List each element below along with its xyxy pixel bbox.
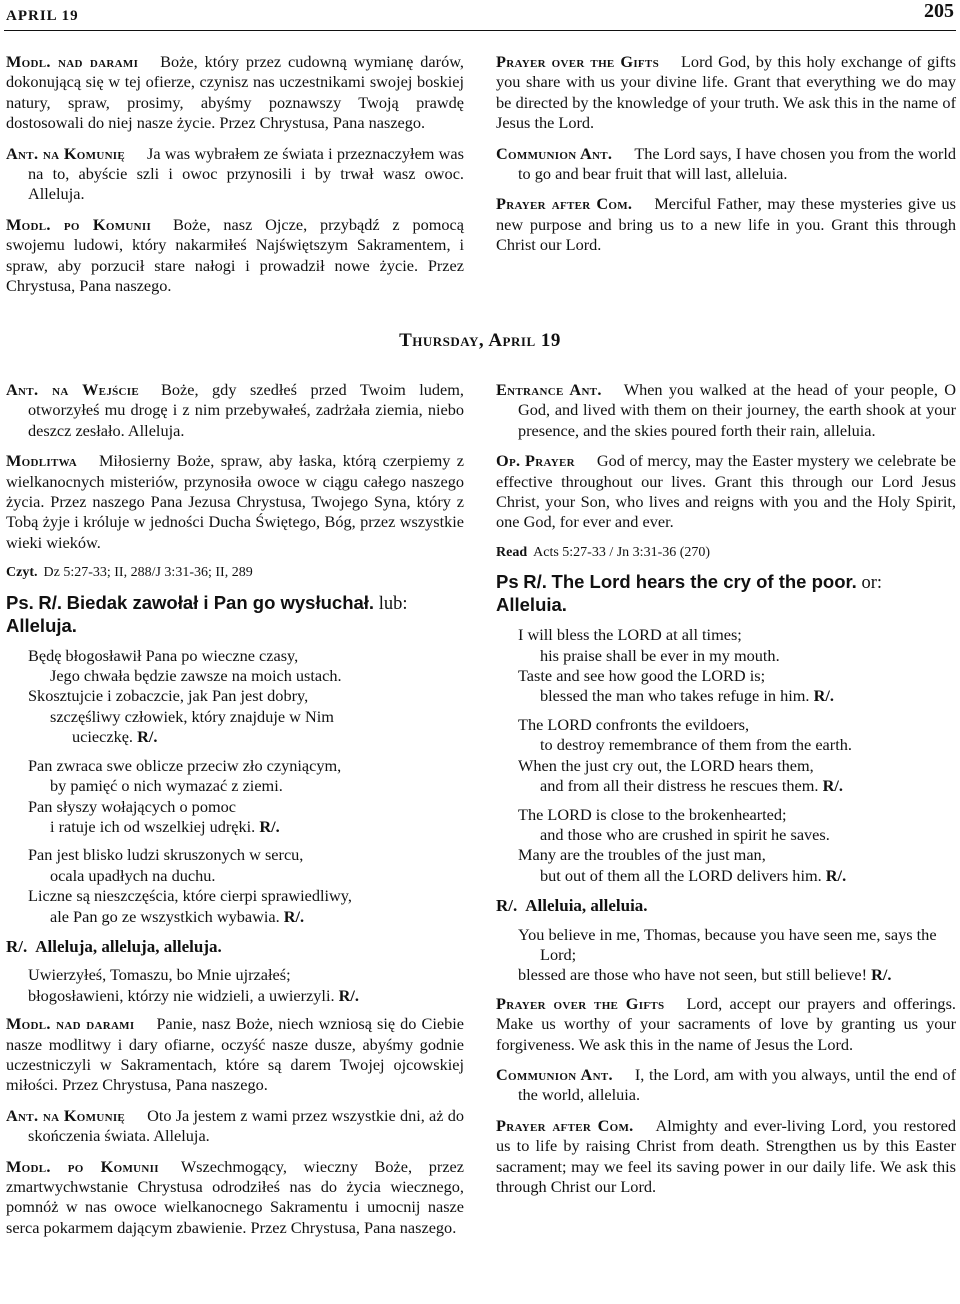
psalm-line (28, 727, 464, 747)
section-label: Modl. po Komunii (6, 214, 152, 234)
acclamation-text: Alleluia, alleluia. (525, 896, 648, 916)
section-label: Prayer over the Gifts (496, 52, 659, 71)
communion-antiphon-en (496, 144, 956, 185)
section-label: Ant. na Wejście (6, 380, 140, 399)
section-label: Modlitwa (6, 451, 77, 471)
psalm-line: Pan jest blisko ludzi skruszonych w sercu, (28, 845, 304, 865)
section-label: Modl. nad darami (6, 1014, 135, 1034)
section-text: Almighty and ever-living Lord, you restored us to life by raising Christ from death. Strengthen us by this Easter sacrament; may we feel its saving power in our daily life. We ask this through Christ our Lord. (496, 1115, 956, 1196)
prayer-after-communion-en-main (496, 1116, 956, 1198)
english-column-top (496, 52, 956, 266)
section-label: Communion Ant. (496, 1064, 613, 1084)
psalm-or: lub: (378, 593, 408, 614)
psalm-line: Pan słyszy wołających o pomoc (28, 796, 236, 816)
response-mark: R/. (871, 965, 892, 985)
entrance-antiphon-pl (6, 380, 464, 441)
psalm-line-text: ucieczkę. (72, 727, 134, 747)
prayer-after-communion-en (496, 194, 956, 255)
response-mark: R/. (283, 906, 305, 926)
gospel-acclamation-en (496, 896, 956, 916)
prayer-over-gifts-en-main (496, 994, 956, 1055)
section-label: Prayer after Com. (496, 1115, 634, 1135)
communion-antiphon-pl (6, 144, 464, 205)
opening-prayer-en (496, 451, 956, 533)
psalm-label: Ps. (6, 591, 34, 613)
psalm-alt-response: Alleluia. (496, 594, 567, 616)
section-label: Prayer after Com. (496, 194, 633, 214)
section-text: Miłosierny Boże, spraw, aby łaska, którą czerpiemy z wielkanocnych misteriów, przynosiła owoce w ciągu całego naszego życia. Przez naszego Pana Jezusa Chrystusa, Twojego Syna, który z Tobą żyje i króluje w jedności Ducha Świętego, Bóg, przez wszystkie wieki wieków. (6, 451, 464, 552)
verse-line-text: błogosławieni, którzy nie widzieli, a uwierzyli. (28, 985, 335, 1005)
psalm-label: Ps (496, 571, 519, 593)
section-label: Prayer over the Gifts (496, 993, 665, 1013)
response-mark: R/. (523, 571, 547, 593)
readings-pl (6, 563, 464, 583)
response-mark: R/. (6, 936, 28, 956)
psalm-line: Liczne są nieszczęścia, które cierpi sprawiedliwy, (28, 886, 352, 906)
section-text: Panie, nasz Boże, niech wzniosą się do Ciebie nasze modlitwy i dary ofiarne, oczyść nasze dusze, abyśmy godnie uczestniczyli w Sakramentach, które są darem Twojej ojcowskiej miłości. Przez Chrystusa, Pana naszego. (6, 1014, 464, 1095)
section-text: God of mercy, may the Easter mystery we celebrate be effective throughout our lives. Grant this through our Lord Jesus Christ, your Son, who lives and reigns with you and the Holy Spirit, one God, for ever and ever. (496, 451, 956, 532)
psalm-line-text: i ratuje ich od wszelkiej udręki. (50, 816, 256, 836)
gospel-verse-pl (28, 965, 464, 1006)
psalm-line: his praise shall be ever in my mouth. (540, 645, 780, 665)
section-text: Lord God, by this holy exchange of gifts you share with us your divine life. Grant that everything we do may be directed by the knowledge of your truth. We ask this in the name of Jesus the Lord. (496, 52, 956, 133)
gospel-acclamation-pl (6, 937, 464, 957)
psalm-line (28, 817, 464, 837)
section-text: When you walked at the head of your people, O God, and lived with them on their journey, the earth shook at your presence, and the skies poured forth their rain, alleluia. (518, 380, 957, 440)
response-mark: R/. (338, 985, 359, 1005)
section-label: Communion Ant. (496, 143, 613, 163)
section-label: Modl. nad darami (6, 52, 139, 71)
polish-column-main (6, 380, 464, 1248)
section-label: Op. Prayer (496, 451, 575, 471)
psalm-response-text: Biedak zawołał i Pan go wysłuchał. (66, 591, 375, 613)
english-column-main (496, 380, 956, 1207)
psalm-stanza (28, 646, 464, 748)
verse-line (28, 986, 464, 1006)
psalm-stanza (28, 756, 464, 838)
gospel-verse-en (518, 925, 956, 986)
header-rule (4, 30, 956, 31)
psalm-response-text: The Lord hears the cry of the poor. (551, 571, 857, 593)
readings-en (496, 543, 956, 563)
psalm-line: Będę błogosławił Pana po wieczne czasy, (28, 645, 299, 665)
acclamation-text: Alleluja, alleluja, alleluja. (35, 936, 222, 956)
verse-line-text: blessed are those who have not seen, but still believe! (518, 965, 868, 985)
response-mark: R/. (259, 816, 280, 836)
communion-antiphon-en-main (496, 1065, 956, 1106)
prayer-over-gifts-pl (6, 52, 464, 134)
response-mark: R/. (825, 865, 847, 885)
psalm-line: Many are the troubles of the just man, (518, 845, 766, 865)
readings-text: Dz 5:27-33; II, 288/J 3:31-36; II, 289 (43, 565, 253, 581)
psalm-line (518, 686, 956, 706)
psalm-line (28, 907, 464, 927)
section-label: Ant. na Komunię (6, 1105, 126, 1125)
page-number: 205 (924, 0, 954, 22)
psalm-response-en (496, 571, 956, 617)
verse-line (518, 965, 956, 985)
entrance-antiphon-en (496, 380, 956, 441)
psalm-line: The LORD confronts the evildoers, (518, 714, 750, 734)
psalm-line-text: and from all their distress he rescues them. (540, 776, 819, 796)
day-title: Thursday, April 19 (399, 330, 561, 351)
section-text: Oto Ja jestem z wami przez wszystkie dni, aż do skończenia świata. Alleluja. (28, 1105, 465, 1146)
prayer-over-gifts-pl-main (6, 1014, 464, 1096)
verse-line: You believe in me, Thomas, because you have seen me, says the Lord; (518, 924, 937, 964)
section-text: I, the Lord, am with you always, until the end of the world, alleluia. (518, 1064, 956, 1105)
psalm-response-pl (6, 592, 464, 638)
communion-antiphon-pl-main (6, 1106, 464, 1147)
section-text: Boże, który przez cudowną wymianę darów, dokonującą się w tej ofierze, czynisz nas uczestnikami swojej boskiej natury, spraw, prosimy, abyśmy poznawszy Twoją prawdę dostosowali do niej nasze życie. Przez Chrystusa, Pana naszego. (6, 52, 464, 133)
section-text: Boże, nasz Ojcze, przybądź z pomocą swojemu ludowi, który nakarmiłeś Najświętszym Sakramentem, i spraw, aby porzucił stare nałogi i prowadził nowe życie. Przez Chrystusa, Pana naszego. (6, 214, 465, 296)
response-mark: R/. (137, 727, 158, 747)
psalm-alt-response: Alleluja. (6, 614, 77, 636)
response-mark: R/. (822, 776, 843, 796)
section-text: Ja was wybrałem ze świata i przeznaczyłem was na to, abyście szli i owoc przynosili i by trwał wasz owoc. Alleluja. (28, 143, 464, 204)
psalm-line (518, 866, 956, 886)
response-mark: R/. (813, 686, 834, 706)
response-mark: R/. (38, 591, 63, 613)
psalm-stanza (518, 715, 956, 797)
prayer-after-communion-pl (6, 215, 464, 297)
response-mark: R/. (496, 896, 518, 916)
psalm-line: I will bless the LORD at all times; (518, 625, 742, 645)
running-header-date: APRIL 19 (6, 8, 79, 24)
readings-label: Read (496, 544, 528, 560)
psalm-line: szczęśliwy człowiek, który znajduje w Nim (50, 706, 334, 726)
psalm-line: Pan zwraca swe oblicze przeciw zło czyniącym, (28, 755, 342, 775)
section-text: Wszechmogący, wieczny Boże, przez zmartwychwstanie Chrystusa odrodziłeś nas do życia wiecznego, pomnóż w nas owoce wielkanocnego Sakramentu i umocnij nasze serca pokarmem dającym zbawienie. Przez Chrystusa, Pana naszego. (6, 1156, 464, 1237)
psalm-stanza (28, 845, 464, 927)
section-label: Ant. na Komunię (6, 143, 126, 163)
readings-text: Acts 5:27-33 / Jn 3:31-36 (270) (533, 544, 711, 560)
psalm-line: to destroy remembrance of them from the earth. (540, 735, 852, 755)
psalm-line: ocala upadłych na duchu. (50, 865, 216, 885)
psalm-line: Jego chwała będzie zawsze na moich ustach. (50, 666, 342, 686)
verse-line: Uwierzyłeś, Tomaszu, bo Mnie ujrzałeś; (28, 965, 291, 985)
psalm-or: or: (861, 573, 883, 594)
section-text: Lord, accept our prayers and offerings. Make us worthy of your sacraments of love by granting us your forgiveness. We ask this in the name of Jesus the Lord. (496, 993, 956, 1054)
section-label: Modl. po Komunii (6, 1156, 159, 1176)
psalm-line (518, 776, 956, 796)
psalm-line: by pamięć o nich wymazać z ziemi. (50, 776, 283, 796)
section-text: Boże, gdy szedłeś przed Twoim ludem, otworzyłeś mu drogę i z nim przebywałeś, zadrżała ziemia, niebo deszcz zesłało. Alleluja. (28, 380, 465, 440)
opening-prayer-pl (6, 451, 464, 553)
psalm-line: Taste and see how good the LORD is; (518, 666, 766, 686)
psalm-stanza (518, 625, 956, 707)
psalm-line: Skosztujcie i zobaczcie, jak Pan jest dobry, (28, 686, 309, 706)
psalm-line: When the just cry out, the LORD hears them, (518, 755, 814, 775)
prayer-over-gifts-en (496, 52, 956, 134)
readings-label: Czyt. (6, 565, 38, 581)
psalm-stanza (518, 805, 956, 887)
psalm-line: The LORD is close to the brokenhearted; (518, 804, 787, 824)
psalm-line-text: ale Pan go ze wszystkich wybawia. (50, 906, 280, 926)
psalm-line-text: blessed the man who takes refuge in him. (540, 686, 810, 706)
prayer-after-communion-pl-main (6, 1157, 464, 1239)
psalm-line: and those who are crushed in spirit he saves. (540, 824, 830, 844)
section-text: The Lord says, I have chosen you from the world to go and bear fruit that will last, alleluia. (518, 143, 957, 184)
psalm-line-text: but out of them all the LORD delivers him. (540, 865, 822, 885)
polish-column-top (6, 52, 464, 306)
section-text: Merciful Father, may these mysteries give us new purpose and bring us to a new life in you. Grant this through Christ our Lord. (496, 194, 956, 255)
section-label: Entrance Ant. (496, 380, 602, 399)
